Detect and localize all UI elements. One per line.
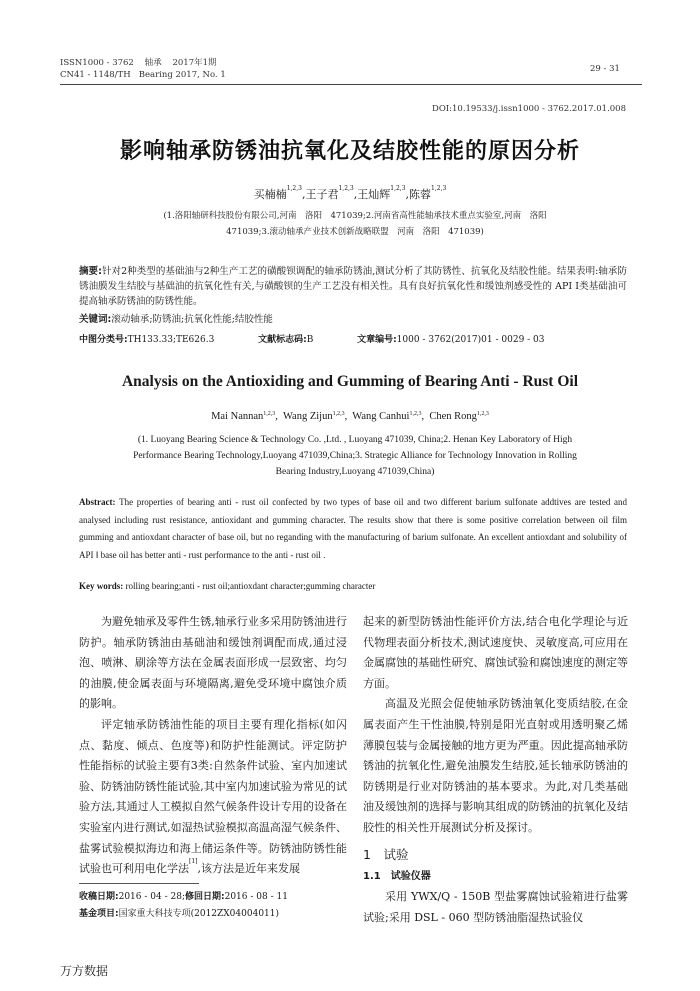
- paragraph: 为避免轴承及零件生锈,轴承行业多采用防锈油进行防护。轴承防锈油由基础油和缓蚀剂调配而成,通过浸泡、喷淋、刷涂等方法在金属表面形成一层致密、均匀的油膜,使金属表面与环境隔离,避免受环境中腐蚀介质的影响。: [79, 615, 347, 711]
- doi: DOI:10.19533/j.issn1000 - 3762.2017.01.008: [432, 104, 626, 114]
- author-cn: 王子君: [305, 188, 339, 201]
- affiliation-en: (1. Luoyang Bearing Science & Technology Co. ,Ltd. , Luoyang 471039, China;2. Henan Key Laboratory of High Performance Bearing Technology,Luoyang 471039,China;3. Strategic Alliance for Technology Innovation in Rolling Bearing Industry,Luoyang 471039,China): [133, 435, 577, 477]
- affiliation-cn: (1.洛阳轴研科技股份有限公司,河南 洛阳 471039;2.河南省高性能轴承技术重点实验室,河南 洛阳 471039;3.滚动轴承产业技术创新战略联盟 河南 洛阳 471039): [163, 211, 547, 237]
- paragraph: 起来的新型防锈油性能评价方法,结合电化学理论与近代物理表面分析技术,测试速度快、灵敏度高,可应用在金属腐蚀的基础性研究、腐蚀试验和腐蚀速度的测定等方面。: [363, 615, 628, 690]
- citation: [1]: [189, 858, 198, 866]
- issn: ISSN1000 - 3762: [60, 58, 134, 68]
- header-rule: [60, 84, 642, 85]
- journal-name-cn: 轴承: [144, 58, 162, 68]
- title-cn: 影响轴承防锈油抗氧化及结胶性能的原因分析: [119, 139, 580, 164]
- abstract-en: Abstract: The properties of bearing anti - rust oil confected by two types of base oil and two different barium sulfonate addtives are tested and analysed including rust resistance, antioxidant and gumming character. The results show that there is some positive correlation between oil film gumming and antioxdant character of base oil, but no reganding with the manufacturing of barium sulfonate. An excellent antioxdant and solubility of API Ⅰ base oil has better anti - rust performance to the anti - rust oil .: [79, 497, 627, 560]
- footnote-rule: [79, 883, 199, 884]
- issue-cn: 2017年1期: [172, 58, 217, 68]
- keywords-cn: 关键词:滚动轴承;防锈油;抗氧化性能;结胶性能: [79, 314, 273, 325]
- paragraph: 采用 YWX/Q - 150B 型盐雾腐蚀试验箱进行盐雾试验;采用 DSL - 060 型防锈油脂湿热试验仪: [363, 890, 628, 924]
- author-cn: 王灿辉: [357, 188, 391, 201]
- issue-en: Bearing 2017, No. 1: [138, 70, 226, 80]
- page-range: 29 - 31: [590, 64, 620, 74]
- watermark: 万方数据: [60, 964, 109, 978]
- paragraph: 高温及光照会促使轴承防锈油氧化变质结胶,在金属表面产生干性油膜,特别是阳光直射或用透明聚乙烯薄膜包装与金属接触的地方更为严重。因此提高轴承防锈油的抗氧化性,避免油膜发生结胶,延长轴承防锈油的防锈期是行业对防锈油的基本要求。为此,对几类基础油及缓蚀剂的选择与影响其组成的防锈油的抗氧化及结胶性的相关性开展测试分析及探讨。: [363, 697, 628, 834]
- authors-en: Mai Nannan$^{1,2,3}$, Wang Zijun$^{1,2,3}$, Wang Canhui$^{1,2,3}$, Chen Rong$^{1,2,3}$: [211, 411, 489, 422]
- paragraph: 评定轴承防锈油性能的项目主要有理化指标(如闪点、黏度、倾点、色度等)和防护性能测试。评定防护性能指标的试验主要有3类:自然条件试验、室内加速试验、防锈油防锈性能试验,其中室内加速试验为常见的试验方法,其通过人工模拟自然气候条件设计专用的设备在实验室内进行测试,如湿热试验模拟高温高湿气候条件、盐雾试验模拟海边和海上储运条件等。防锈油防锈性能试验也可利用电化学法[1],该方法是近年来发展: [79, 717, 347, 876]
- body-right-column: [363, 612, 628, 928]
- journal-header: [60, 57, 226, 81]
- title-en: Analysis on the Antioxiding and Gumming of Bearing Anti - Rust Oil: [121, 373, 579, 390]
- keywords-en: Key words: rolling bearing;anti - rust oil;antioxdant character;gumming character: [79, 581, 376, 591]
- cn-code: CN41 - 1148/TH: [60, 70, 131, 80]
- authors-cn: 买楠楠$^{1,2,3}$,王子君$^{1,2,3}$,王灿辉$^{1,2,3}$,陈蓉$^{1,2,3}$: [253, 185, 447, 201]
- body-left-column: [79, 612, 347, 880]
- author-cn: 买楠楠: [253, 188, 287, 201]
- author-cn: 陈蓉: [409, 188, 432, 201]
- subsection-heading: 1.1 试验仪器: [363, 870, 431, 882]
- footnote: 收稿日期:2016 - 04 - 28;修回日期:2016 - 08 - 11 基金项目:国家重大科技专项(2012ZX04004011): [79, 892, 288, 919]
- classification-row: 中图分类号:TH133.33;TE626.3 文献标志码:B 文章编号:1000 - 3762(2017)01 - 0029 - 03: [79, 335, 545, 345]
- section-heading: 1 试验: [363, 846, 409, 862]
- abstract-cn: 摘要:针对2种类型的基础油与2种生产工艺的磺酸钡调配的轴承防锈油,测试分析了其防锈性、抗氧化及结胶性能。结果表明:轴承防锈油膜发生结胶与基础油的抗氧化性有关,与磺酸钡的生产工艺没有相关性。具有良好抗氧化性和缓蚀剂感受性的 API Ⅰ类基础油可提高轴承防锈油的防锈性能。: [79, 266, 627, 307]
